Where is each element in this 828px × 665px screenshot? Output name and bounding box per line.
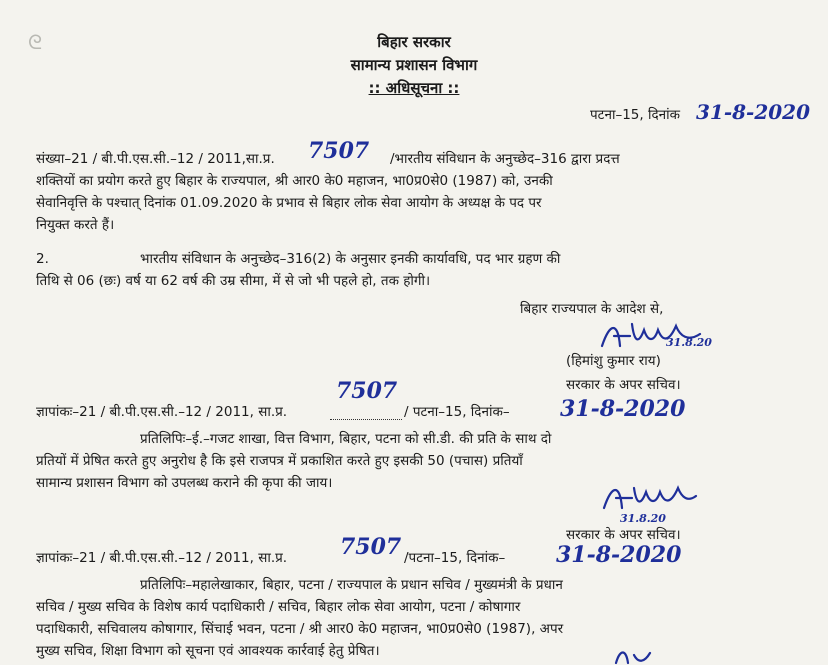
memo2-line-2: सचिव / मुख्य सचिव के विशेष कार्य पदाधिकारी / सचिव, बिहार लोक सेवा आयोग, पटना / कोषागार xyxy=(36,599,521,615)
memo2-handwritten-number: 7507 xyxy=(340,534,402,560)
memo1-designation: सरकार के अपर सचिव। xyxy=(566,527,681,543)
handwritten-date: 31-8-2020 xyxy=(696,100,811,124)
memo1-middle: / पटना–15, दिनांक– xyxy=(404,404,510,420)
signature-3-partial xyxy=(610,645,690,665)
order-line-1-prefix: संख्या–21 / बी.पी.एस.सी.–12 / 2011,सा.प्र. xyxy=(36,151,275,167)
memo1-handwritten-number: 7507 xyxy=(336,378,398,404)
order-line-1-rest: /भारतीय संविधान के अनुच्छेद–316 द्वारा प्रदत्त xyxy=(390,151,620,167)
memo2-line-4: मुख्य सचिव, शिक्षा विभाग को सूचना एवं आवश्यक कार्रवाई हेतु प्रेषित। xyxy=(36,643,380,659)
memo2-line-3: पदाधिकारी, सचिवालय कोषागार, सिंचाई भवन, पटना / श्री आर0 के0 महाजन, भा0प्र0से0 (1987), अपर xyxy=(36,621,564,637)
notice-heading: :: अधिसूचना :: xyxy=(368,79,460,97)
memo1-line-2: प्रतियों में प्रेषित करते हुए अनुरोध है कि इसे राजपत्र में प्रकाशित करते हुए इसकी 50 (पचास) प्रतियाँ xyxy=(36,453,523,469)
order-line-3: सेवानिवृत्ति के पश्चात् दिनांक 01.09.2020 के प्रभाव से बिहार लोक सेवा आयोग के अध्यक्ष के पद पर xyxy=(36,195,542,211)
memo2-prefix: ज्ञापांकः–21 / बी.पी.एस.सी.–12 / 2011, सा.प्र. xyxy=(36,550,288,566)
para-2-line-2: तिथि से 06 (छः) वर्ष या 62 वर्ष की उम्र सीमा, में से जो भी पहले हो, तक होगी। xyxy=(36,273,431,289)
dept-heading: सामान्य प्रशासन विभाग xyxy=(350,56,478,74)
para-2-line-1: भारतीय संविधान के अनुच्छेद–316(2) के अनुसार इनकी कार्यावधि, पद भार ग्रहण की xyxy=(140,251,561,267)
memo1-prefix: ज्ञापांकः–21 / बी.पी.एस.सी.–12 / 2011, सा.प्र. xyxy=(36,404,288,420)
order-line-4: नियुक्त करते हैं। xyxy=(36,217,115,233)
ink-smudge-mark: ᘓ xyxy=(28,30,43,54)
order-line-2: शक्तियों का प्रयोग करते हुए बिहार के राज्यपाल, श्री आर0 के0 महाजन, भा0प्र0से0 (1987) को, उनकी xyxy=(36,173,553,189)
memo1-line-3: सामान्य प्रशासन विभाग को उपलब्ध कराने की कृपा की जाय। xyxy=(36,475,333,491)
memo1-line-1: प्रतिलिपिः–ई.–गजट शाखा, वित्त विभाग, बिहार, पटना को सी.डी. की प्रति के साथ दो xyxy=(140,431,552,447)
memo2-middle: /पटना–15, दिनांक– xyxy=(404,550,506,566)
by-order-text: बिहार राज्यपाल के आदेश से, xyxy=(520,301,664,317)
memo1-handwritten-date: 31-8-2020 xyxy=(560,396,686,422)
signatory-name: (हिमांशु कुमार राय) xyxy=(566,353,661,369)
signature-2-date: 31.8.20 xyxy=(620,512,666,525)
signature-1-date: 31.8.20 xyxy=(666,336,712,349)
handwritten-order-number: 7507 xyxy=(308,138,370,164)
memo2-handwritten-date: 31-8-2020 xyxy=(556,542,682,568)
memo2-line-1: प्रतिलिपिः–महालेखाकार, बिहार, पटना / राज्यपाल के प्रधान सचिव / मुख्यमंत्री के प्रधान xyxy=(140,577,563,593)
place-date-label: पटना–15, दिनांक xyxy=(590,107,680,123)
memo1-blank xyxy=(330,405,402,420)
govt-heading: बिहार सरकार xyxy=(377,33,451,51)
para-2-number: 2. xyxy=(36,251,49,267)
signatory-designation: सरकार के अपर सचिव। xyxy=(566,377,681,393)
